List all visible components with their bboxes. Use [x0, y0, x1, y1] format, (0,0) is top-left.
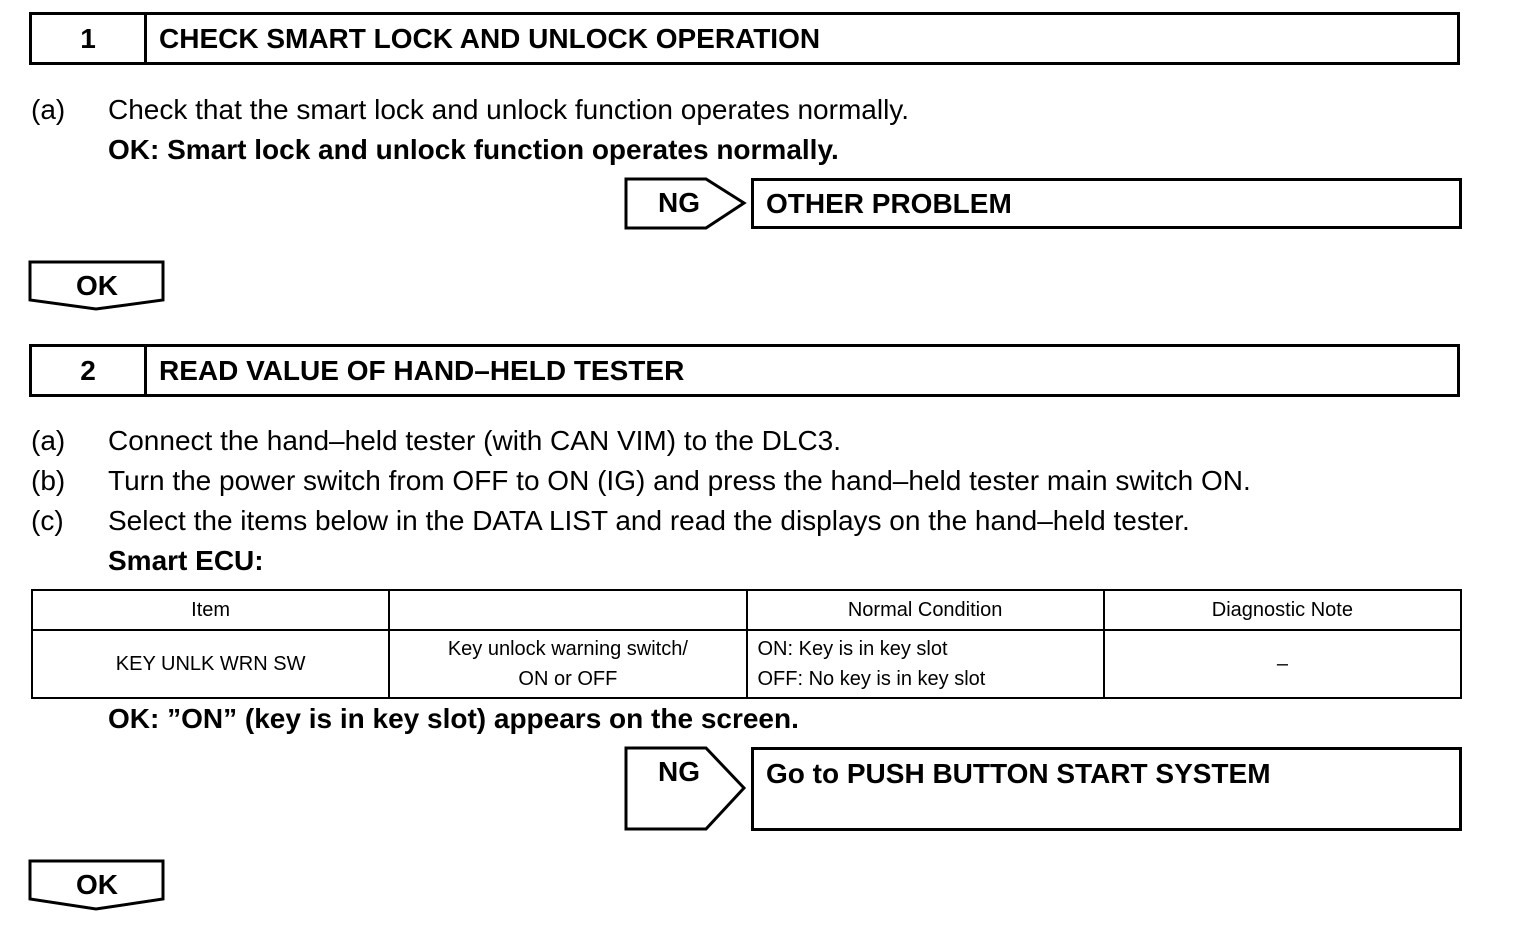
ng-result-box-1: OTHER PROBLEM: [751, 178, 1462, 229]
condition-line-1: ON: Key is in key slot: [757, 638, 948, 660]
table-header-diagnostic-note: Diagnostic Note: [1104, 590, 1461, 630]
step-1-number: 1: [32, 15, 147, 62]
step-2-item-c-text: Select the items below in the DATA LIST and read the displays on the hand–held tester.: [108, 505, 1190, 536]
step-2-item-b-label: (b): [31, 465, 66, 496]
table-cell-description: [389, 630, 746, 698]
step-2-title: READ VALUE OF HAND–HELD TESTER: [159, 354, 685, 386]
step-2-item-b-text: Turn the power switch from OFF to ON (IG) and press the hand–held tester main switch ON.: [108, 465, 1251, 496]
step-1-item-a-text: Check that the smart lock and unlock function operates normally.: [108, 94, 909, 125]
ng-label-2: NG: [658, 756, 700, 787]
step-2-item-c-label: (c): [31, 505, 64, 536]
table-cell-item: KEY UNLK WRN SW: [32, 630, 389, 698]
table-header-item: Item: [32, 590, 389, 630]
step-2-item-a-text: Connect the hand–held tester (with CAN VIM) to the DLC3.: [108, 425, 842, 456]
table-header-description: [389, 590, 746, 630]
ng-label-1: NG: [658, 187, 700, 218]
description-line-2: ON or OFF: [518, 668, 618, 690]
step-2-number: 2: [32, 347, 147, 394]
step-2-header: [29, 344, 1460, 397]
step-1-header: [29, 12, 1460, 65]
table-header-normal-condition: Normal Condition: [747, 590, 1104, 630]
step-1-ok-criteria: OK: Smart lock and unlock function operates normally.: [108, 134, 839, 165]
ok-label-2: OK: [76, 869, 118, 900]
data-list-table: [31, 589, 1462, 699]
description-line-1: Key unlock warning switch/: [447, 638, 688, 660]
ok-label-1: OK: [76, 270, 118, 301]
table-header-row: [32, 590, 1461, 630]
step-1-title: CHECK SMART LOCK AND UNLOCK OPERATION: [159, 22, 821, 54]
table-cell-normal-condition: [747, 630, 1104, 698]
step-2-subheading: Smart ECU:: [108, 545, 264, 576]
condition-line-2: OFF: No key is in key slot: [757, 668, 986, 690]
step-1-item-a-label: (a): [31, 94, 66, 125]
step-2-ok-criteria: OK: ”ON” (key is in key slot) appears on the screen.: [108, 703, 799, 734]
table-cell-diagnostic-note: –: [1104, 630, 1461, 698]
table-row: [32, 630, 1461, 698]
ng-result-box-2: Go to PUSH BUTTON START SYSTEM: [751, 747, 1462, 831]
step-2-item-a-label: (a): [31, 425, 66, 456]
